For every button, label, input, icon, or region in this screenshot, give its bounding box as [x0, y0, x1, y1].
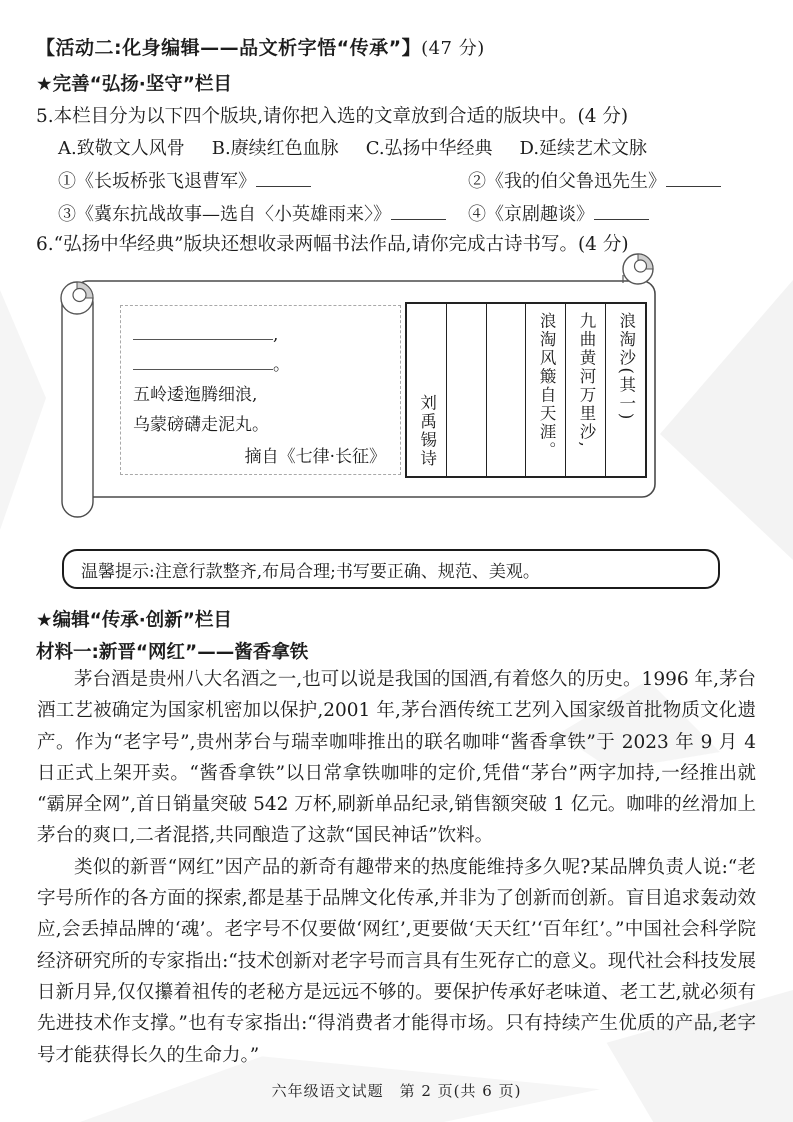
item-2-answer-blank: [666, 168, 721, 187]
material-1-article: [37, 664, 756, 1071]
question-5-stem: 5.本栏目分为以下四个版块,请你把入选的文章放到合适的版块中。(4 分): [36, 106, 629, 127]
calligraphy-table: [405, 302, 647, 478]
question-5-options: [58, 134, 647, 160]
material-1-title: 材料一:新晋“网红”——酱香拿铁: [36, 642, 309, 663]
poem-answer-blank-1: [133, 323, 273, 340]
poem-blank-line-2: [133, 350, 390, 380]
item-1: [58, 167, 311, 193]
poem-punct-1: ,: [273, 325, 279, 345]
option-b: B.赓续红色血脉: [211, 138, 339, 159]
item-1-answer-blank: [256, 168, 311, 187]
item-1-label: ①《长坂桥张飞退曹军》: [58, 171, 256, 192]
item-3-label: ③《冀东抗战故事—选自〈小英雄雨来〉》: [58, 204, 391, 225]
item-4-label: ④《京剧趣谈》: [468, 204, 594, 225]
calligraphy-scroll-graphic: [45, 253, 690, 543]
option-a: A.致敬文人风骨: [58, 138, 185, 159]
tip-text: 温馨提示:注意行款整齐,布局合理;书写要正确、规范、美观。: [81, 561, 540, 582]
activity-title-text: 【活动二:化身编辑——品文析字悟“传承”】: [36, 37, 422, 59]
poem-line-4: 乌蒙磅礴走泥丸。: [133, 415, 269, 435]
tip-box: [62, 549, 720, 589]
poem-line-3: 五岭逶迤腾细浪,: [133, 385, 258, 405]
calligraphy-column-verse-1: 九曲黄河万里沙,: [566, 304, 606, 476]
poem-writing-box: [120, 305, 401, 475]
activity-title-score: (47 分): [421, 38, 485, 59]
item-4: [468, 200, 649, 226]
item-2-label: ②《我的伯父鲁迅先生》: [468, 171, 666, 192]
item-3: [58, 200, 446, 226]
page-footer: 六年级语文试题 第 2 页(共 6 页): [271, 1082, 522, 1100]
poem-blank-line-1: [133, 320, 390, 350]
poem-source: 摘自《七律·长征》: [244, 447, 386, 467]
article-paragraph-1: 茅台酒是贵州八大名酒之一,也可以说是我国的国酒,有着悠久的历史。1996 年,茅台酒工艺被确定为国家机密加以保护,2001 年,茅台酒传统工艺列入国家级首批物质文化遗产。作为“老字号”,贵州茅台与瑞幸咖啡推出的联名咖啡“酱香拿铁”于 2023 年 9 月 4 日正式上架开卖。“酱香拿铁”以日常拿铁咖啡的定价,凭借“茅台”两字加持,一经推出就“霸屏全网”,首日销量突破 542 万杯,刷新单品纪录,销售额突破 1 亿元。咖啡的丝滑加上茅台的爽口,二者混搭,共同酿造了这款“国民神话”饮料。: [37, 669, 756, 847]
calligraphy-column-title: 浪淘沙(其一): [616, 312, 636, 422]
option-d: D.延续艺术文脉: [519, 138, 648, 159]
item-2: [468, 167, 721, 193]
item-4-answer-blank: [594, 201, 649, 220]
poem-answer-blank-2: [133, 353, 273, 370]
item-3-answer-blank: [391, 201, 446, 220]
activity-title: [36, 33, 485, 60]
calligraphy-column-blank-1: [447, 304, 487, 476]
scroll-top-right-curl-icon: [623, 254, 653, 284]
calligraphy-column-verse-2: 浪淘风簸自天涯。: [526, 304, 566, 476]
calligraphy-column-blank-2: [487, 304, 527, 476]
scroll-left-rod: [62, 287, 93, 517]
calligraphy-column-author: 刘禹锡诗: [407, 304, 447, 476]
scroll-left-curl-icon: [61, 282, 93, 314]
option-c: C.弘扬中华经典: [365, 138, 493, 159]
question-6-stem: 6.“弘扬中华经典”版块还想收录两幅书法作品,请你完成古诗书写。(4 分): [36, 234, 629, 255]
poem-punct-2: 。: [273, 355, 290, 375]
background-shape: [0, 290, 46, 530]
article-paragraph-2: 类似的新晋“网红”因产品的新奇有趣带来的热度能维持多久呢?某品牌负责人说:“老字号所作的各方面的探索,都是基于品牌文化传承,并非为了创新而创新。盲目追求轰动效应,会丢掉品牌的‘魂’。老字号不仅要做‘网红’,更要做‘天天红’‘百年红’。”中国社会科学院经济研究所的专家指出:“技术创新对老字号而言具有生死存亡的意义。现代社会科技发展日新月异,仅仅攥着祖传的老秘方是远远不够的。要保护传承好老味道、老工艺,就必须有先进技术作支撑。”也有专家指出:“得消费者才能得市场。只有持续产生优质的产品,老字号才能获得长久的生命力。”: [37, 856, 756, 1066]
section-heading-chuancheng-chuangxin: ★编辑“传承·创新”栏目: [36, 610, 232, 631]
section-heading-hongyang-jianshou: ★完善“弘扬·坚守”栏目: [36, 74, 232, 95]
